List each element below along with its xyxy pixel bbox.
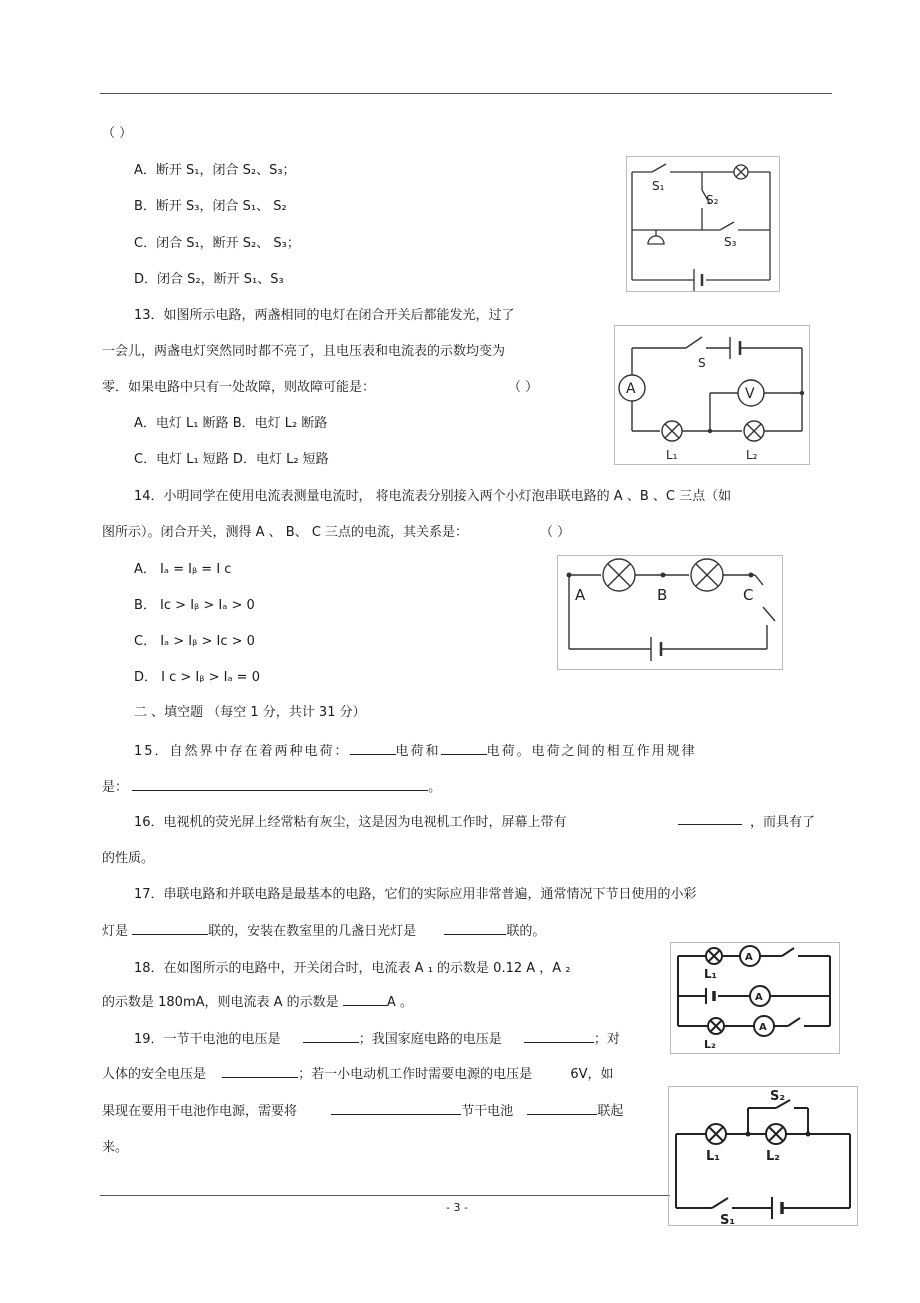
q19-blank-5[interactable] (527, 1102, 597, 1115)
q15-text-2b: 。 (428, 780, 442, 795)
q17-text-2b: 联的，安装在教室里的几盏日光灯是 (208, 924, 417, 939)
page-number: - 3 - (446, 1201, 468, 1214)
q14-line1: 14．小明同学在使用电流表测量电流时， 将电流表分别接入两个小灯泡串联电路的 A 、B 、C 三点（如 (134, 489, 732, 504)
q16-line2: 的性质。 (102, 851, 155, 866)
q17-line1: 17．串联电路和并联电路是最基本的电路，它们的实际应用非常普遍，通常情况下节日使用的小彩 (134, 887, 697, 902)
q19-blank-4[interactable] (331, 1102, 461, 1115)
q13-circuit-figure (614, 325, 810, 465)
q16-line1b: ，而具有了 (750, 815, 816, 830)
q13-bracket: （ ） (508, 380, 539, 395)
q19-line4: 来。 (102, 1140, 129, 1155)
q19-text-3c: 联起 (597, 1104, 624, 1119)
q13-fig-ammeter-label: A (626, 381, 636, 397)
q19-fig-l1-label: L₁ (706, 1149, 720, 1164)
q14-option-c: C． Iₐ > Iᵦ > Ic > 0 (134, 634, 255, 649)
q16-blank-1[interactable] (678, 812, 742, 825)
q19-text-1c: ；对 (593, 1032, 620, 1047)
q19-blank-2[interactable] (524, 1030, 594, 1043)
q17-text-2c: 联的。 (506, 924, 546, 939)
q14-circuit-figure (557, 555, 783, 670)
q19-line1 (134, 1028, 620, 1047)
q12-bracket: （ ） (102, 126, 133, 141)
q19-text-3b: 节干电池 (461, 1104, 514, 1119)
q15-text-1a: 15．自然界中存在着两种电荷： (134, 744, 350, 759)
q18-text-2a: 的示数是 180mA，则电流表 A 的示数是 (102, 995, 339, 1010)
q19-fig-l2-label: L₂ (766, 1149, 780, 1164)
q19-line3 (102, 1100, 623, 1119)
q15-line2 (102, 776, 441, 795)
q19-line2 (102, 1063, 613, 1082)
q19-fig-s1-label: S₁ (720, 1213, 736, 1226)
q12-option-a: A．断开 S₁，闭合 S₂、S₃； (134, 163, 296, 178)
q14-option-a: A． Iₐ = Iᵦ = I c (134, 562, 232, 577)
q12-fig-s1: S₁ (652, 179, 665, 193)
q13-line3: 零．如果电路中只有一处故障，则故障可能是： (102, 380, 376, 395)
q17-blank-1[interactable] (132, 922, 208, 935)
q14-option-d: D． I c > Iᵦ > Iₐ = 0 (134, 670, 260, 685)
q15-text-1b: 电荷和 (395, 744, 441, 759)
q15-blank-1[interactable] (350, 742, 396, 755)
q17-line2 (102, 920, 545, 939)
q13-fig-l1-label: L₁ (666, 448, 678, 462)
q19-text-1a: 19．一节干电池的电压是 (134, 1032, 281, 1047)
q13-options-ab: A．电灯 L₁ 断路 B．电灯 L₂ 断路 (134, 416, 328, 431)
q19-text-2b: ；若一小电动机工作时需要电源的电压是 (298, 1067, 533, 1082)
q19-text-3a: 果现在要用干电池作电源，需要将 (102, 1104, 298, 1119)
q14-fig-point-a: A (575, 586, 586, 604)
q19-fig-s2-label: S₂ (770, 1089, 786, 1104)
q15-line1 (134, 740, 697, 759)
q15-blank-2[interactable] (441, 742, 487, 755)
q14-fig-point-c: C (743, 586, 754, 604)
q18-line2 (102, 991, 413, 1010)
footer-rule (100, 1195, 670, 1196)
q13-line2: 一会儿，两盏电灯突然同时都不亮了，且电压表和电流表的示数均变为 (102, 344, 506, 359)
q14-fig-point-b: B (657, 586, 668, 604)
q13-fig-voltmeter-label: V (745, 386, 755, 402)
q19-text-1b: ；我国家庭电路的电压是 (358, 1032, 502, 1047)
q17-text-2a: 灯是 (102, 924, 129, 939)
q13-line1: 13．如图所示电路，两盏相同的电灯在闭合开关后都能发光，过了 (134, 308, 515, 323)
q18-line1: 18．在如图所示的电路中，开关闭合时，电流表 A ₁ 的示数是 0.12 A ，A ₂ (134, 961, 571, 976)
q16-line1a: 16．电视机的荧光屏上经常粘有灰尘，这是因为电视机工作时，屏幕上带有 (134, 815, 567, 830)
q18-circuit-figure (670, 942, 840, 1054)
svg-text:A: A (759, 1022, 767, 1033)
q12-fig-s2: S₂ (706, 193, 719, 207)
q19-text-2a: 人体的安全电压是 (102, 1067, 207, 1082)
q18-fig-l1-label: L₁ (704, 967, 717, 981)
q17-blank-2[interactable] (444, 922, 506, 935)
q12-option-b: B．断开 S₃，闭合 S₁、 S₂ (134, 199, 287, 214)
q19-text-2c: 6V，如 (570, 1067, 614, 1082)
q18-fig-l2-label: L₂ (704, 1038, 716, 1051)
q15-blank-3[interactable] (132, 778, 428, 791)
q13-fig-l2-label: L₂ (746, 448, 758, 462)
q13-options-cd: C．电灯 L₁ 短路 D．电灯 L₂ 短路 (134, 452, 329, 467)
q19-blank-1[interactable] (303, 1030, 359, 1043)
q12-fig-s3: S₃ (724, 235, 737, 249)
q14-option-b: B． Ic > Iᵦ > Iₐ > 0 (134, 598, 255, 613)
q14-line2: 图所示）。闭合开关，测得 A 、 B、 C 三点的电流，其关系是： (102, 525, 469, 540)
q19-blank-3[interactable] (222, 1065, 298, 1078)
svg-text:A: A (745, 952, 753, 963)
q12-option-d: D．闭合 S₂，断开 S₁、S₃ (134, 272, 284, 287)
q15-text-2a: 是： (102, 780, 129, 795)
q15-text-1c: 电荷。电荷之间的相互作用规律 (486, 744, 697, 759)
q12-option-c: C．闭合 S₁，断开 S₂、 S₃； (134, 236, 300, 251)
q18-text-2b: A 。 (386, 995, 413, 1010)
q18-blank-1[interactable] (343, 993, 387, 1006)
q12-circuit-figure (626, 156, 780, 292)
q19-circuit-figure (668, 1086, 858, 1226)
section-2-heading: 二 、填空题 （每空 1 分，共计 31 分） (134, 705, 366, 720)
svg-text:A: A (755, 992, 763, 1003)
q13-fig-switch-label: S (698, 356, 706, 370)
header-rule (100, 93, 832, 94)
q14-bracket: （ ） (540, 525, 571, 540)
